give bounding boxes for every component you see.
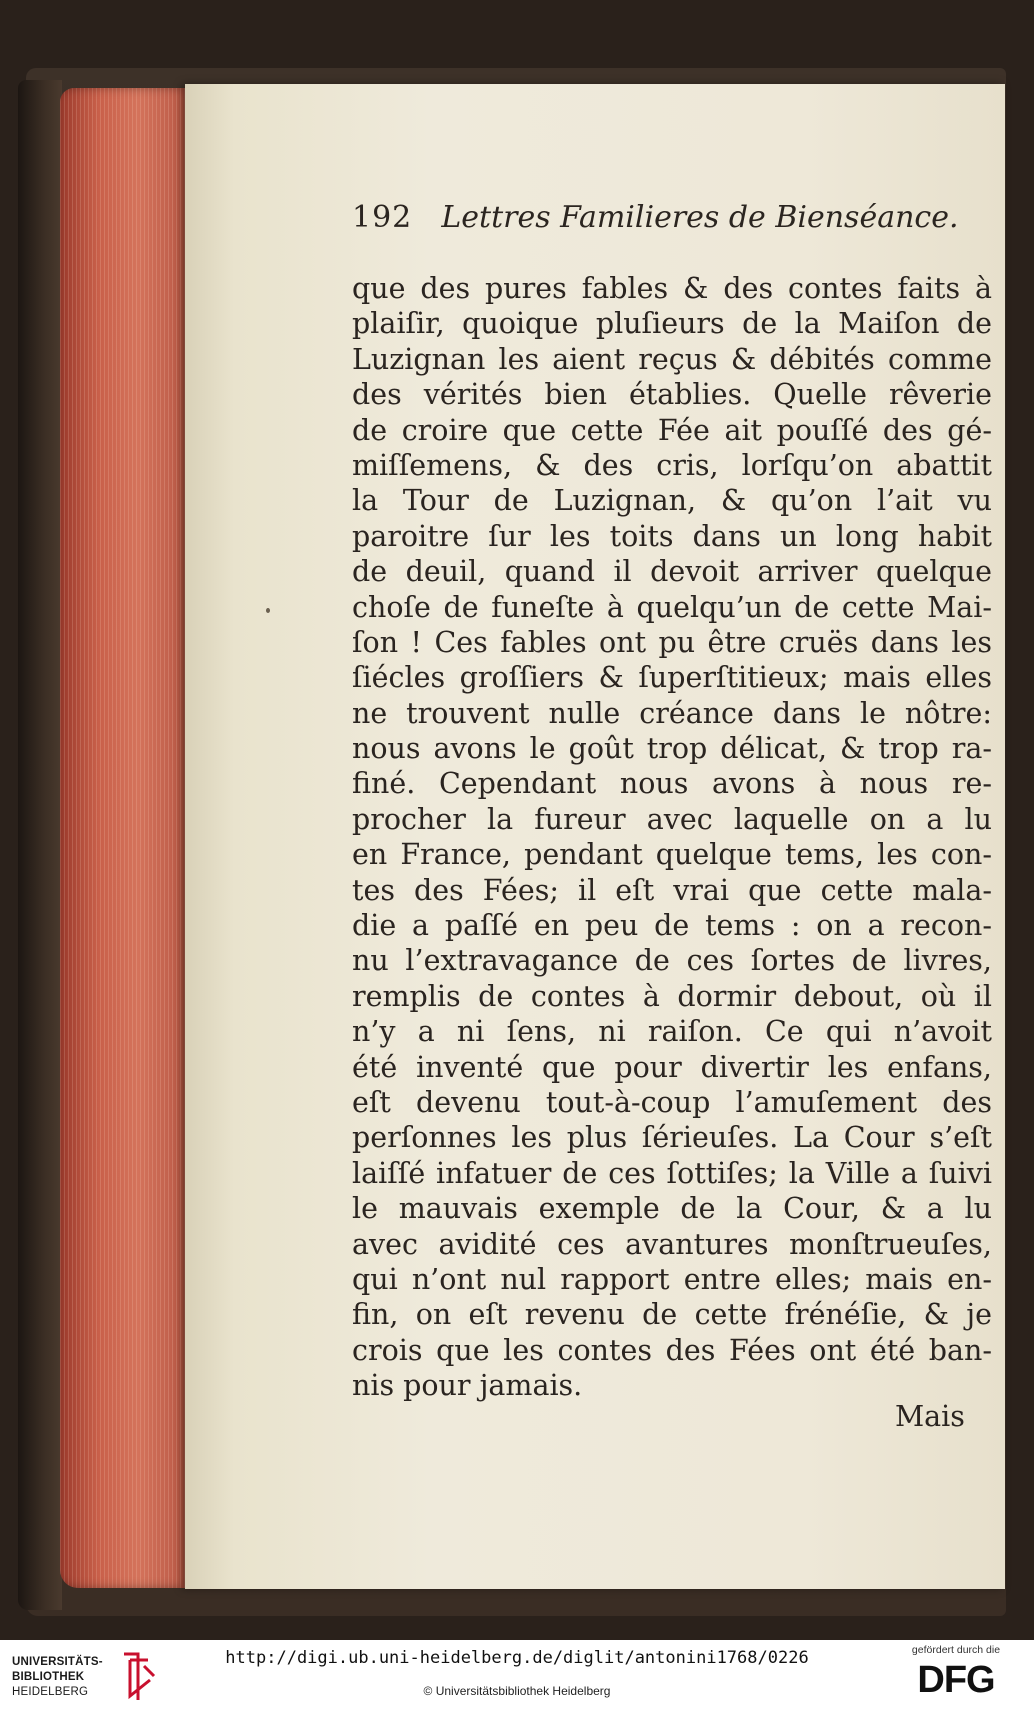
page-number: 192 — [352, 200, 413, 235]
text-line: Luzignan les aient reçus & débités comme — [352, 342, 992, 376]
book-spine — [18, 80, 62, 1610]
red-page-edges — [60, 88, 190, 1588]
text-line: n’y a ni ſens, ni raiſon. Ce qui n’avoit — [352, 1015, 992, 1049]
text-line: crois que les contes des Fées ont été ban- — [352, 1333, 992, 1367]
text-line: finé. Cependant nous avons à nous re- — [352, 767, 992, 801]
body-text — [352, 271, 992, 1404]
text-line: de deuil, quand il devoit arriver quelque — [352, 555, 992, 589]
dfg-logo: DFG — [917, 1659, 995, 1701]
margin-mark — [266, 608, 270, 613]
text-line: avec avidité ces avantures monſtrueuſes, — [352, 1227, 992, 1261]
text-line: été inventé que pour divertir les enfans, — [352, 1050, 992, 1084]
text-line: fin, on eſt revenu de cette frénéſie, & je — [352, 1298, 992, 1332]
text-line: en France, pendant quelque tems, les con- — [352, 838, 992, 872]
text-line: die a paſſé en peu de tems : on a recon- — [352, 909, 992, 943]
funder-badge[interactable] — [896, 1644, 1016, 1710]
text-line: ſiécles groſſiers & ſuperſtitieux; mais elles — [352, 661, 992, 695]
text-line: procher la fureur avec laquelle on a lu — [352, 802, 992, 836]
copyright-notice: © Universitätsbibliothek Heidelberg — [423, 1684, 611, 1698]
text-line: nu l’extravagance de ces ſortes de livres, — [352, 944, 992, 978]
text-line: qui n’ont nul rapport entre elles; mais en- — [352, 1262, 992, 1296]
library-name-line-3: HEIDELBERG — [12, 1686, 89, 1698]
text-line: plaiſir, quoique pluſieurs de la Maiſon de — [352, 307, 992, 341]
text-line: miſſemens, & des cris, lorſqu’on abattit — [352, 448, 992, 482]
text-line: ne trouvent nulle créance dans le nôtre: — [352, 696, 992, 730]
funder-label: gefördert durch die — [911, 1644, 1001, 1656]
text-line: laiſſé infatuer de ces ſottiſes; la Ville a ſuivi — [352, 1156, 992, 1190]
text-line: ſon ! Ces fables ont pu être cruës dans les — [352, 625, 992, 659]
text-line: eſt devenu tout-à-coup l’amuſement des — [352, 1085, 992, 1119]
running-head — [352, 200, 959, 250]
text-line: nous avons le goût trop délicat, & trop ra- — [352, 732, 992, 766]
text-line: la Tour de Luzignan, & qu’on l’ait vu — [352, 484, 992, 518]
catchword: Mais — [895, 1400, 965, 1433]
viewer-footer — [0, 1640, 1034, 1715]
library-name-line-2: BIBLIOTHEK — [12, 1671, 85, 1683]
permalink-url[interactable]: http://digi.ub.uni-heidelberg.de/diglit/antonini1768/0226 — [225, 1648, 809, 1668]
text-line: choſe de funeſte à quelqu’un de cette Mai- — [352, 590, 992, 624]
text-line: le mauvais exemple de la Cour, & a lu — [352, 1192, 992, 1226]
text-line: remplis de contes à dormir debout, où il — [352, 979, 992, 1013]
text-line: tes des Fées; il eſt vrai que cette mala- — [352, 873, 992, 907]
text-line: nis pour jamais. — [352, 1369, 583, 1403]
running-title: Lettres Familieres de Bienséance. — [441, 200, 959, 235]
text-line: paroitre ſur les toits dans un long habit — [352, 519, 992, 553]
library-name-line-1: UNIVERSITÄTS- — [12, 1656, 103, 1668]
text-line: que des pures fables & des contes faits à — [352, 272, 992, 305]
text-line: de croire que cette Fée ait pouſſé des gé- — [352, 413, 992, 447]
text-line: perſonnes les plus ſérieuſes. La Cour s’eſt — [352, 1121, 992, 1155]
text-line: des vérités bien établies. Quelle rêverie — [352, 378, 992, 412]
